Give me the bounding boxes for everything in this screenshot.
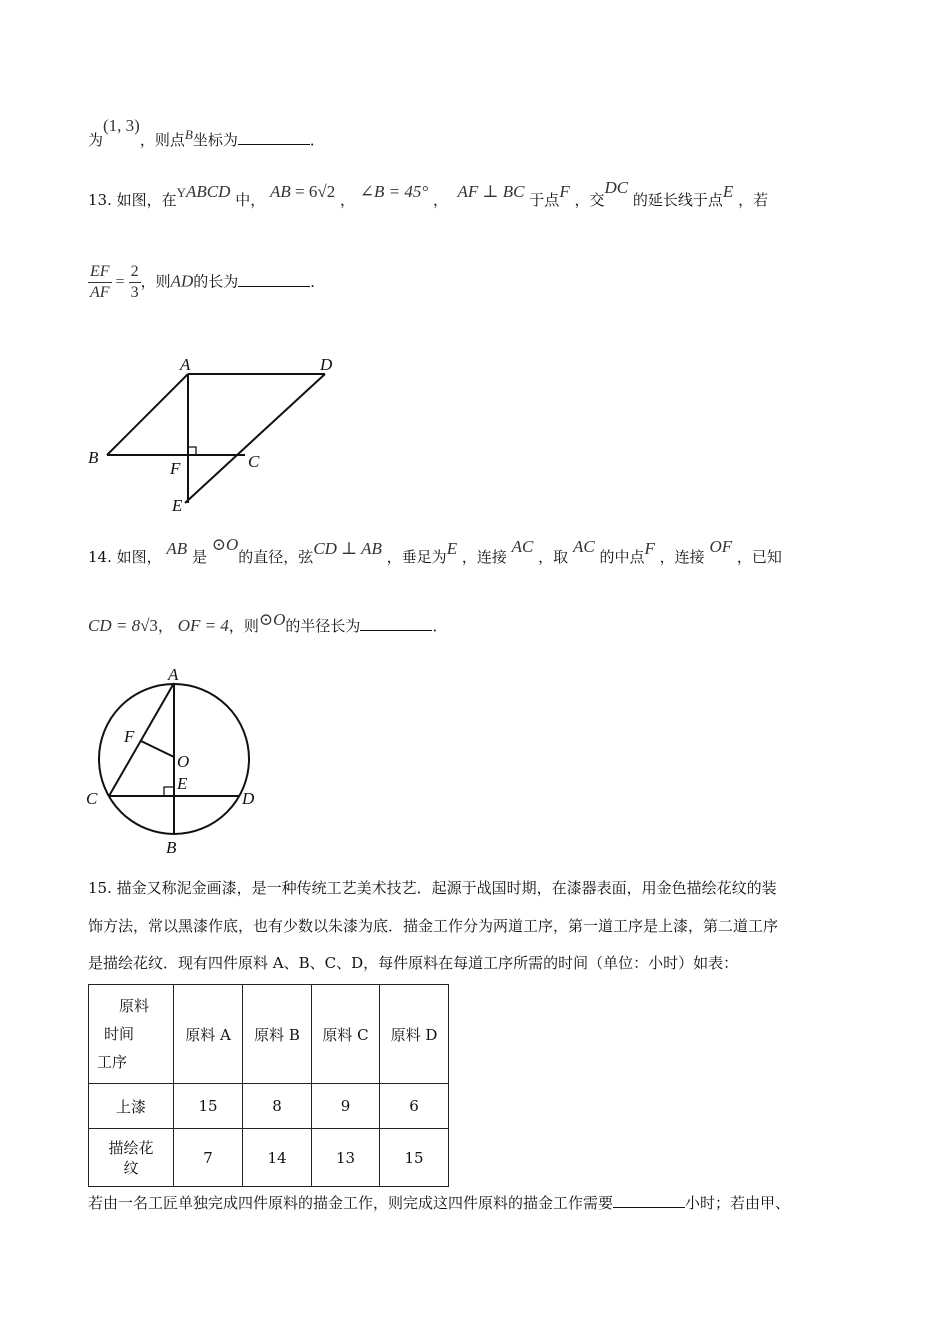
q12-text: ，则点: [139, 131, 185, 149]
q13-figure: [80, 348, 350, 518]
header-material-b: 原料 B: [243, 985, 312, 1084]
q15-after-table: 若由一名工匠单独完成四件原料的描金工作，则完成这四件原料的描金工作需要 小时；若由甲、: [88, 1194, 791, 1212]
segment-ab: [107, 374, 188, 455]
label-d: D: [320, 355, 333, 374]
table-cell: 6: [380, 1084, 449, 1129]
table-row: [89, 1084, 449, 1129]
row-label: 描绘花纹: [89, 1129, 174, 1187]
table-row: [89, 1129, 449, 1187]
label-o: O: [177, 752, 190, 771]
label-c: C: [86, 789, 98, 808]
q15-line3: 是描绘花纹．现有四件原料 A、B、C、D，每件原料在每道工序所需的时间（单位：小时）如表：: [88, 954, 739, 972]
table-cell: 7: [174, 1129, 243, 1187]
right-angle-mark: [188, 447, 196, 455]
q12-point-b: B: [184, 127, 193, 142]
q15-line1: 15. 描金又称泥金画漆，是一种传统工艺美术技艺．起源于战国时期，在漆器表面，用金色描绘花纹的装: [88, 879, 777, 897]
q12-tail-line: 为(1, 3)，则点B坐标为 ．: [88, 116, 325, 149]
answer-blank[interactable]: [613, 1193, 685, 1208]
answer-blank[interactable]: [238, 272, 310, 287]
q14-figure: [80, 660, 280, 860]
answer-blank[interactable]: [360, 616, 432, 631]
table-cell: 9: [312, 1084, 380, 1129]
label-a: A: [168, 665, 179, 684]
table-cell: 13: [312, 1129, 380, 1187]
q13-line1: 13. 如图，在YABCD 中， AB = 6√2 ， ∠B = 45° ， AF ⊥ BC 于点F ，交DC 的延长线于点E ，若: [88, 178, 769, 209]
right-angle-mark: [164, 787, 174, 796]
process-time-table: [88, 984, 449, 1187]
label-a: A: [180, 355, 191, 374]
label-b: B: [166, 838, 177, 857]
table-cell: 8: [243, 1084, 312, 1129]
q12-coord: (1, 3): [103, 116, 140, 135]
corner-header: 原料 时间 工序: [89, 985, 174, 1084]
header-material-c: 原料 C: [312, 985, 380, 1084]
parallelogram-symbol: Y: [176, 185, 187, 200]
q12-text: 为: [88, 131, 104, 149]
label-b: B: [88, 448, 99, 467]
header-material-d: 原料 D: [380, 985, 449, 1084]
label-d: D: [242, 789, 255, 808]
label-f: F: [170, 459, 181, 478]
q13-fraction-value: $\frac{2}{3}$: [130, 263, 139, 301]
header-material-a: 原料 A: [174, 985, 243, 1084]
q14-line2: CD = 8√3， OF = 4，则⊙O的半径长为 ．: [88, 610, 448, 635]
table-cell: 15: [380, 1129, 449, 1187]
label-e: E: [172, 496, 183, 515]
answer-blank[interactable]: [238, 130, 310, 145]
segment-de: [185, 374, 325, 503]
row-label: 上漆: [89, 1084, 174, 1129]
table-cell: 14: [243, 1129, 312, 1187]
q13-line2: $\frac{EF}{AF}$ = $\frac{2}{3}$ ，则AD的长为 ．: [90, 263, 326, 301]
q14-line1: 14. 如图， AB 是 ⊙O的直径，弦CD ⊥ AB ，垂足为E ，连接 AC ，取 AC 的中点F ，连接 OF ，已知: [88, 535, 782, 566]
label-f: F: [124, 727, 135, 746]
q13-fraction: $\frac{EF}{AF}$: [90, 263, 110, 301]
table-cell: 15: [174, 1084, 243, 1129]
segment-of: [141, 741, 174, 757]
label-e: E: [177, 774, 188, 793]
label-c: C: [248, 452, 260, 471]
segment-ac: [109, 683, 174, 796]
q12-text: 坐标为: [192, 131, 238, 149]
q15-line2: 饰方法，常以黑漆作底，也有少数以朱漆为底．描金工作分为两道工序，第一道工序是上漆，第二道工序: [88, 917, 779, 935]
